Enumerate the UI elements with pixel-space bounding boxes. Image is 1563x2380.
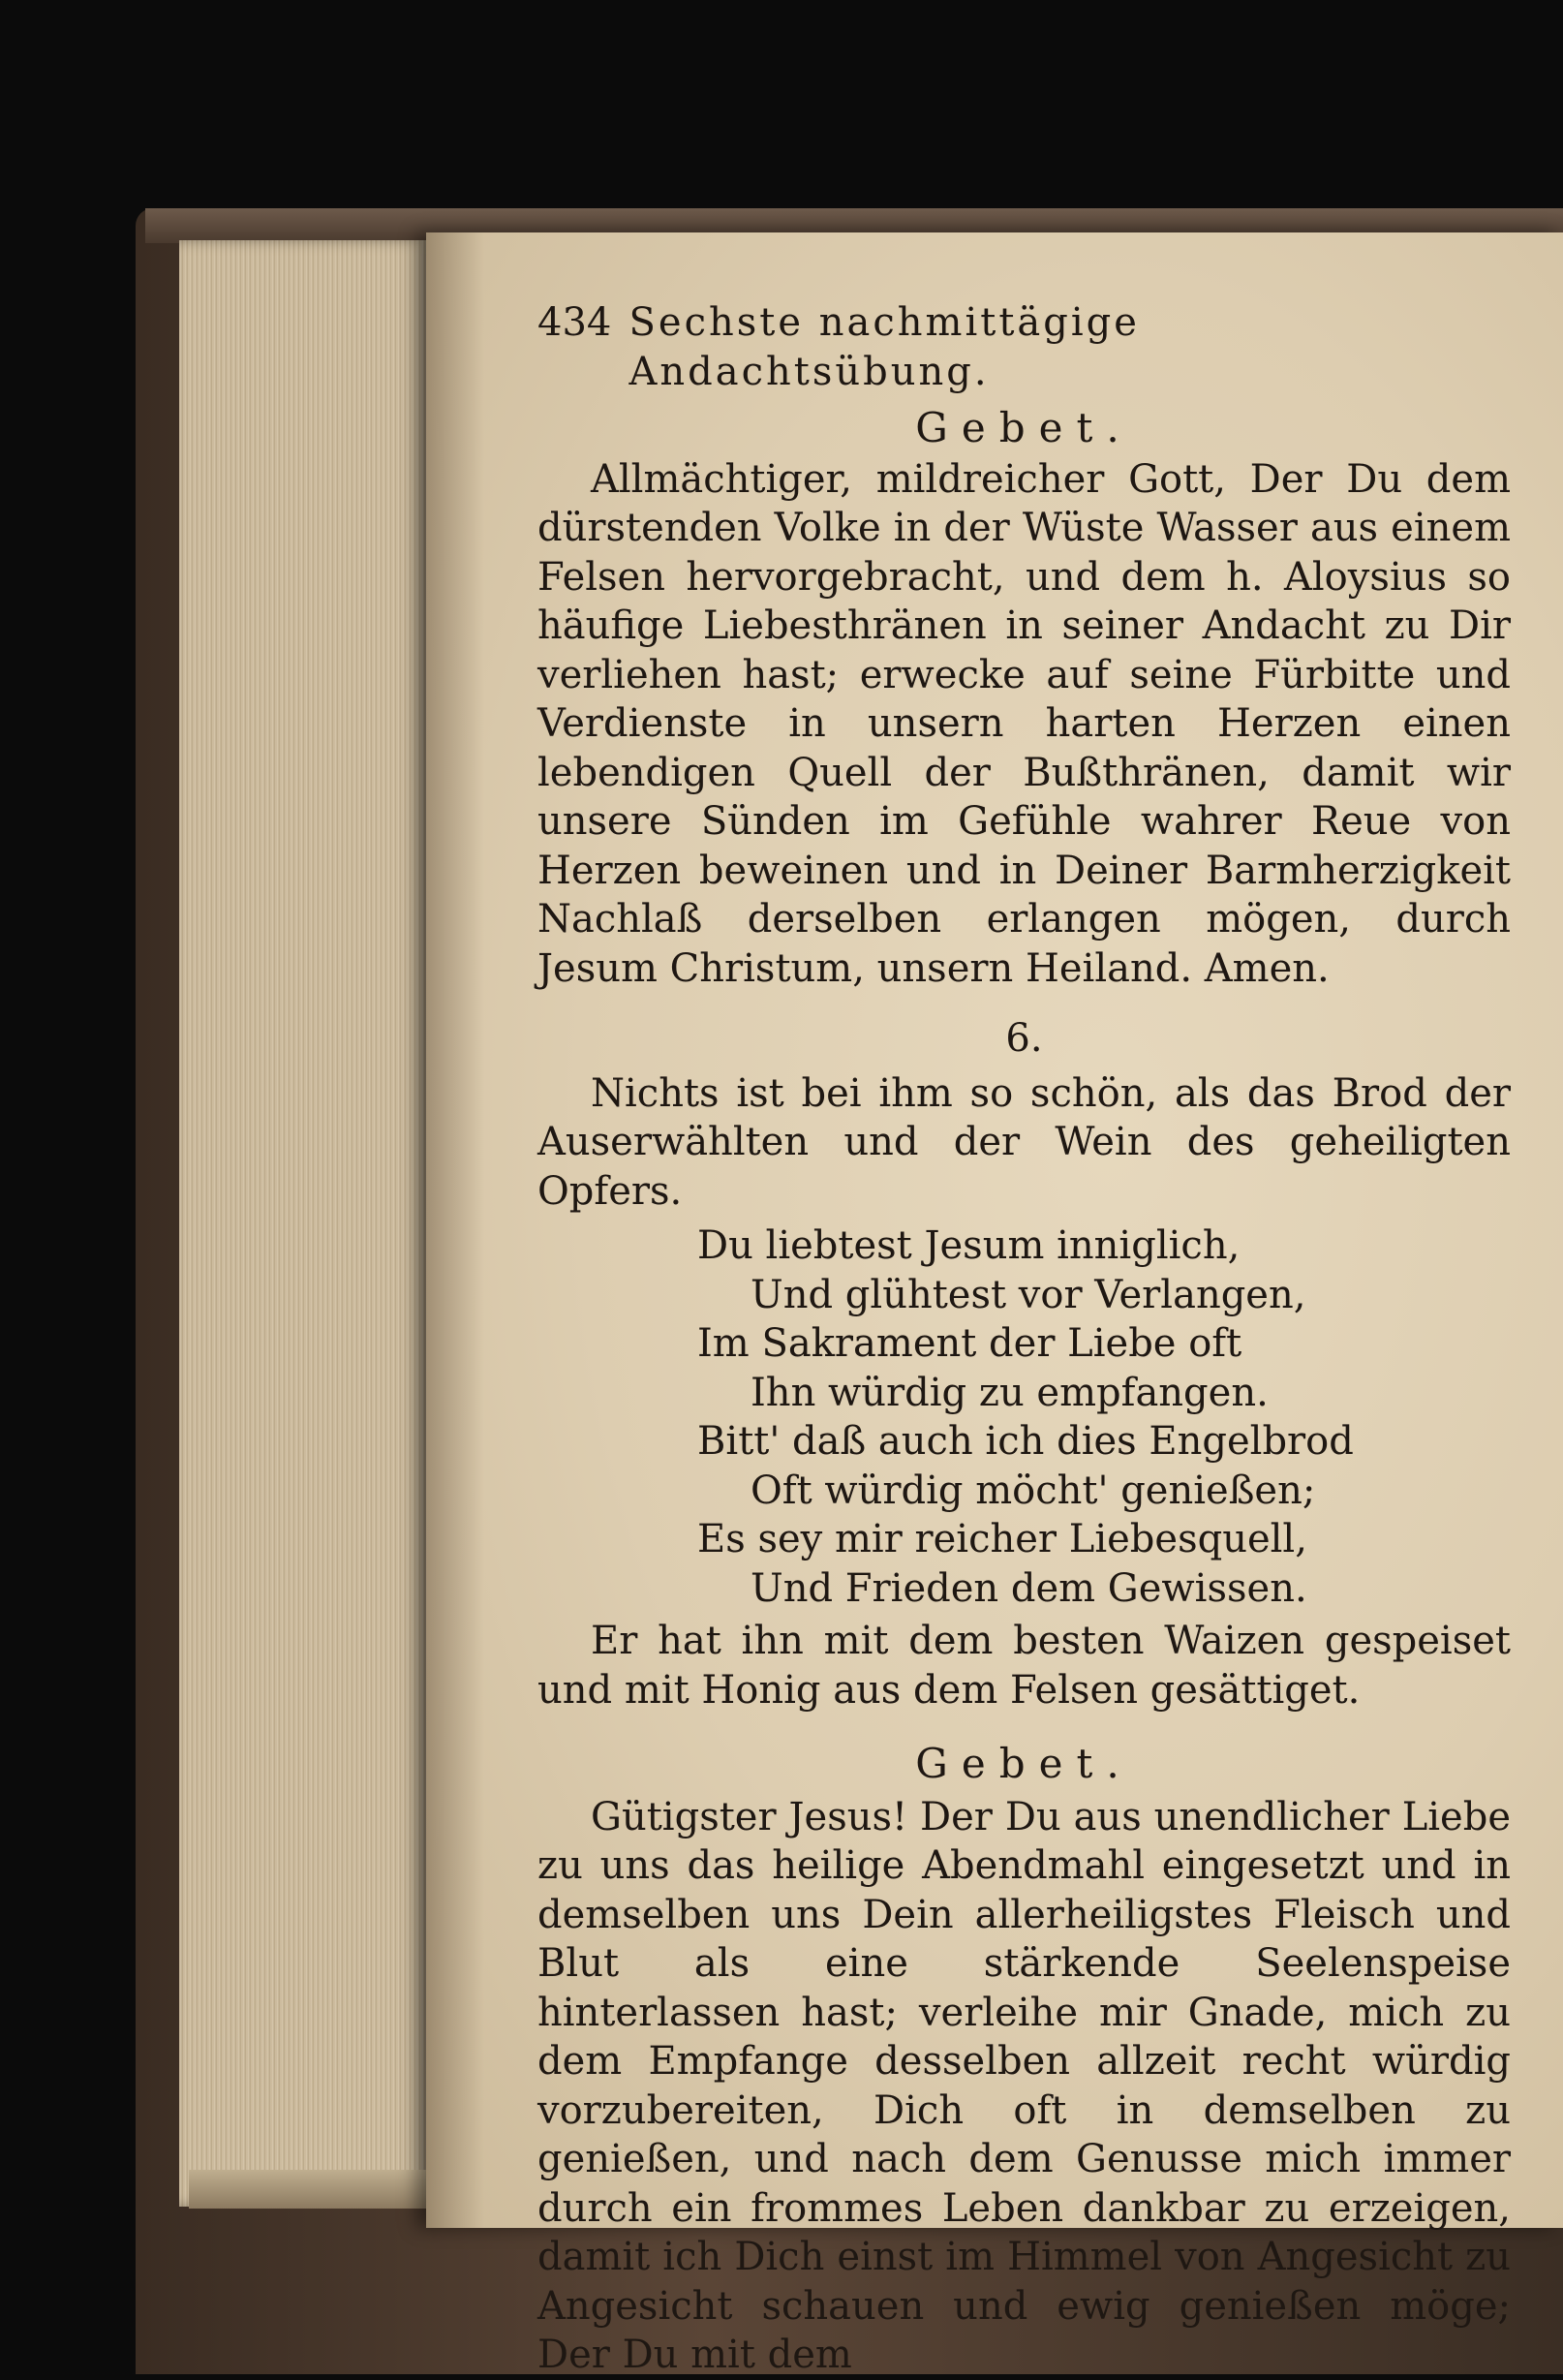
prayer-heading: Gebet. xyxy=(915,404,1133,451)
verse-line: Im Sakrament der Liebe oft xyxy=(697,1321,1242,1366)
verse-line: Oft würdig möcht' genießen; xyxy=(751,1468,1316,1513)
page-fold-shadow xyxy=(426,232,484,2228)
verse-line: Bitt' daß auch ich dies Engelbrod xyxy=(697,1419,1354,1464)
page-edges xyxy=(179,240,431,2207)
page-header xyxy=(537,298,1511,396)
verse-line: Und Frieden dem Gewissen. xyxy=(751,1565,1307,1611)
verse-line: Du liebtest Jesum inniglich, xyxy=(697,1223,1241,1268)
page-edges-bottom xyxy=(189,2170,436,2209)
page-text-block xyxy=(537,298,1511,2380)
verse-line: Es sey mir reicher Liebesquell, xyxy=(697,1517,1307,1561)
prayer-paragraph: Gütigster Jesus! Der Du aus unendlicher Liebe zu uns das heilige Abendmahl eingesetzt und in demselben uns Dein allerheiligstes Fleisch und Blut als eine stärkende Seelenspeise hinterlassen hast; verleihe mir Gnade, mich zu dem Empfange desselben allzeit recht würdig vorzubereiten, Dich oft in demselben zu genießen, und nach dem Genusse mich immer durch ein frommes Leben dankbar zu erzeigen, damit ich Dich einst im Himmel von Angesicht zu Angesicht schauen und ewig genießen möge; Der Du mit dem xyxy=(537,1794,1511,2377)
section-intro: Nichts ist bei ihm so schön, als das Brod der Auserwählten und der Wein des geheiligten Opfers. xyxy=(537,1070,1511,1214)
verse-block xyxy=(537,1221,1511,1613)
verse-line: Und glühtest vor Verlangen, xyxy=(751,1272,1306,1317)
verse-line: Ihn würdig zu empfangen. xyxy=(751,1370,1269,1415)
section-closing: Er hat ihn mit dem besten Waizen gespeiset und mit Honig aus dem Felsen gesättiget. xyxy=(537,1619,1511,1713)
page-number: 434 xyxy=(537,300,612,345)
prayer-paragraph: Allmächtiger, mildreicher Gott, Der Du dem dürstenden Volke in der Wüste Wasser aus einem Felsen hervorgebracht, und dem h. Aloysius so häufige Liebesthränen in seiner Andacht zu Dir verliehen hast; erwecke auf seine Fürbitte und Verdienste in unsern harten Herzen einen lebendigen Quell der Bußthränen, damit wir unsere Sünden im Gefühle wahrer Reue von Herzen beweinen und in Deiner Barmherzigkeit Nachlaß derselben erlangen mögen, durch Jesum Christum, unsern Heiland. Amen. xyxy=(537,456,1511,991)
prayer-heading: Gebet. xyxy=(915,1740,1133,1787)
section-number: 6. xyxy=(1005,1016,1043,1061)
running-head: Sechste nachmittägige Andachtsübung. xyxy=(628,300,1140,394)
